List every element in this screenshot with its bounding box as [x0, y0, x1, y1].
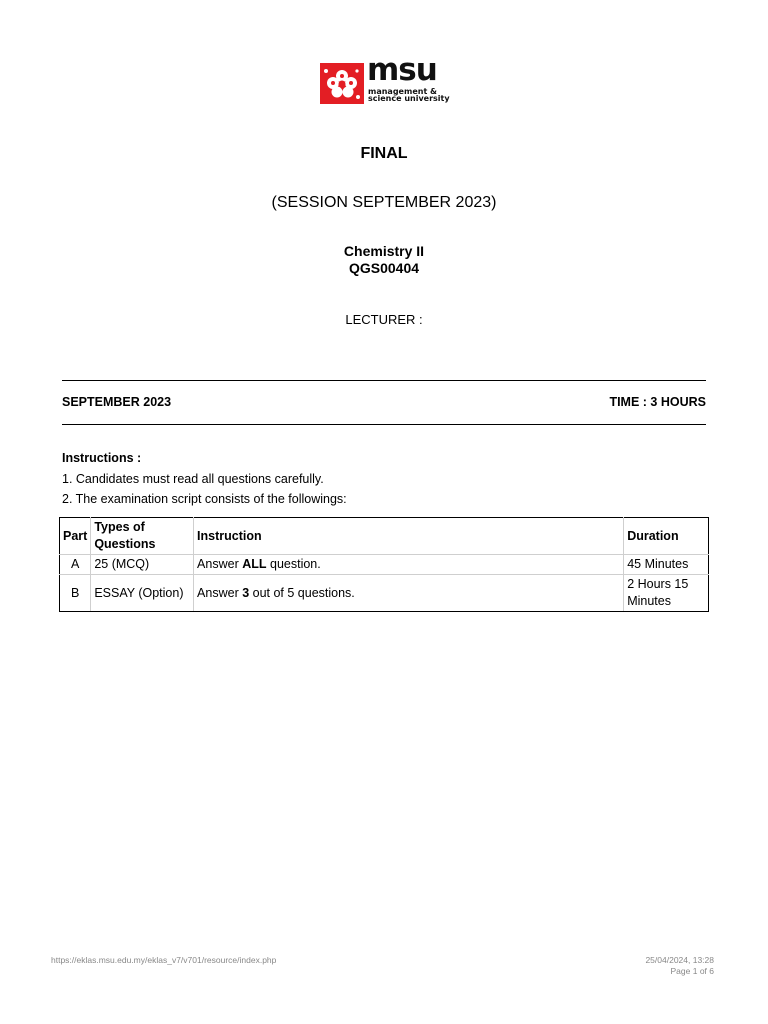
instruction-text: Answer — [197, 557, 243, 571]
row-duration: 2 Hours 15 Minutes — [624, 575, 709, 612]
course-code: QGS00404 — [348, 260, 420, 276]
row-part: A — [60, 555, 91, 575]
logo-subtitle — [368, 88, 450, 102]
divider-top — [62, 380, 706, 381]
instruction-item-2: 2. The examination script consists of the followings: — [62, 492, 347, 506]
flower-emblem-icon — [320, 63, 364, 104]
course-name: Chemistry II — [343, 243, 425, 259]
row-type: ESSAY (Option) — [91, 575, 194, 612]
exam-structure-table — [59, 517, 709, 612]
footer-url: https://eklas.msu.edu.my/eklas_v7/v701/resource/index.php — [51, 955, 277, 965]
instructions-heading: Instructions : — [62, 451, 142, 465]
header-part: Part — [60, 518, 91, 555]
instruction-text: Answer — [197, 585, 243, 600]
table-row — [60, 555, 709, 575]
exam-duration: TIME : 3 HOURS — [609, 395, 706, 409]
row-instruction — [194, 555, 624, 575]
header-types: Types of Questions — [91, 518, 194, 555]
divider-bottom — [62, 424, 706, 425]
instruction-text: question. — [266, 557, 321, 571]
table-header-row — [60, 518, 709, 555]
row-part: B — [60, 575, 91, 612]
exam-month: SEPTEMBER 2023 — [62, 395, 172, 409]
instruction-emphasis: ALL — [242, 557, 267, 571]
table-row — [60, 575, 709, 612]
logo-subtitle-line1: management & — [368, 87, 438, 96]
msu-logo — [320, 52, 450, 105]
footer-page-number: Page 1 of 6 — [670, 966, 714, 976]
instruction-text: out of 5 questions. — [249, 585, 355, 600]
header-duration: Duration — [624, 518, 709, 555]
instruction-emphasis: 3 — [242, 585, 250, 600]
logo-subtitle-line2: science university — [368, 94, 450, 103]
logo-wordmark: msu — [367, 52, 437, 88]
exam-session: (SESSION SEPTEMBER 2023) — [271, 194, 497, 211]
row-type: 25 (MCQ) — [91, 555, 194, 575]
footer-datetime: 25/04/2024, 13:28 — [645, 955, 714, 965]
instruction-item-1: 1. Candidates must read all questions carefully. — [62, 472, 324, 486]
row-duration: 45 Minutes — [624, 555, 709, 575]
row-instruction — [194, 575, 624, 612]
header-instruction: Instruction — [194, 518, 624, 555]
lecturer-label: LECTURER : — [345, 312, 423, 327]
exam-title: FINAL — [360, 145, 408, 162]
